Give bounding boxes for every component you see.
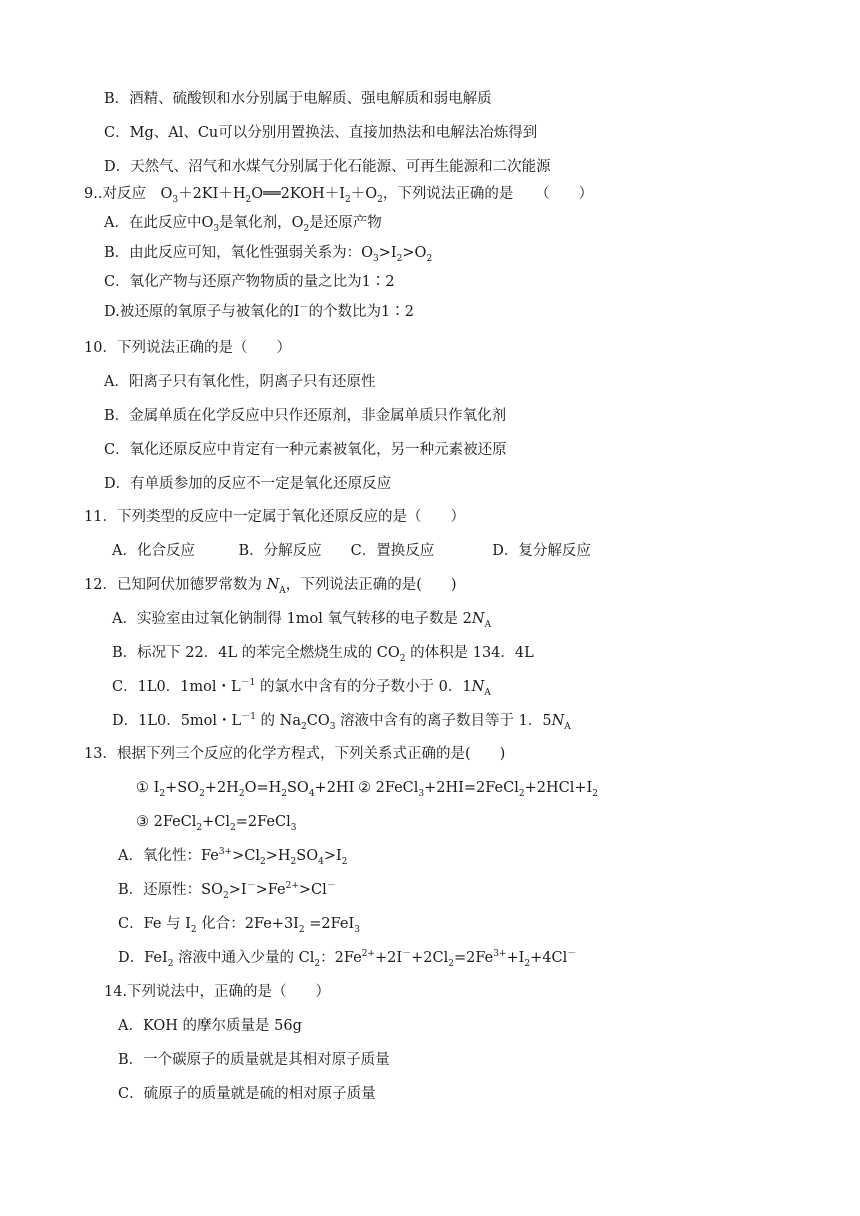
question-9-option-c: C．氧化产物与还原产物物质的量之比为1∶2 bbox=[104, 274, 395, 290]
question-14-option-c: C．硫原子的质量就是硫的相对原子质量 bbox=[118, 1086, 376, 1102]
question-10-stem: 10．下列说法正确的是（ ） bbox=[84, 340, 291, 356]
question-8-option-d: D．天然气、沼气和水煤气分别属于化石能源、可再生能源和二次能源 bbox=[104, 159, 551, 175]
question-14-option-a: A．KOH 的摩尔质量是 56g bbox=[118, 1018, 302, 1034]
question-9-option-b: B．由此反应可知，氧化性强弱关系为：$O_3>I_2>O_2$ bbox=[104, 245, 433, 264]
question-12-stem: 12．已知阿伏加德罗常数为 $N_A$，下列说法正确的是( ) bbox=[84, 577, 457, 596]
question-13-option-c: C．Fe 与 $I_2$ 化合：$2Fe+3I_2 =2FeI_3$ bbox=[118, 916, 360, 935]
question-13-option-a: A．氧化性：$Fe^{3+}>Cl_2>H_2SO_4>I_2$ bbox=[118, 847, 348, 867]
question-10-option-a: A．阳离子只有氧化性，阴离子只有还原性 bbox=[104, 374, 376, 390]
question-13-equation-3: ③ $2FeCl_2+Cl_2=2FeCl_3$ bbox=[136, 814, 297, 833]
question-10-option-d: D．有单质参加的反应不一定是氧化还原反应 bbox=[104, 476, 392, 492]
question-8-option-c: C．Mg、Al、Cu可以分别用置换法、直接加热法和电解法冶炼得到 bbox=[104, 125, 538, 141]
question-11-stem: 11．下列类型的反应中一定属于氧化还原反应的是（ ） bbox=[84, 509, 465, 525]
question-9-option-a: A．在此反应中$O_3$是氧化剂，$O_2$是还原产物 bbox=[104, 215, 382, 234]
question-8-option-b: B．酒精、硫酸钡和水分别属于电解质、强电解质和弱电解质 bbox=[104, 91, 492, 107]
question-9-option-d: D.被还原的氧原子与被氧化的I－的个数比为1∶2 bbox=[104, 303, 414, 320]
question-11-options: A．化合反应 B．分解反应 C．置换反应 D．复分解反应 bbox=[112, 543, 591, 559]
question-13-option-b: B．还原性：$SO_2>I^->Fe^{2+}>Cl^-$ bbox=[118, 881, 336, 901]
question-13-option-d: D．FeI$_2$ 溶液中通入少量的 $Cl_2$：$2Fe^{2+}+2I^-+2Cl_2=2Fe^{3+}+I_2+4Cl^-$ bbox=[118, 949, 577, 969]
question-12-option-b: B．标况下 22．4L 的苯完全燃烧生成的 $CO_2$ 的体积是 134．4L bbox=[112, 645, 534, 664]
question-13-stem: 13．根据下列三个反应的化学方程式，下列关系式正确的是( ) bbox=[84, 746, 506, 762]
question-12-option-a: A．实验室由过氧化钠制得 1mol 氧气转移的电子数是 $2N_A$ bbox=[112, 611, 492, 630]
question-12-option-d: D．1L0．5mol・$L^{-1}$ 的 $Na_2CO_3$ 溶液中含有的离子数目等于 1．$5N_A$ bbox=[112, 712, 571, 732]
question-14-option-b: B．一个碳原子的质量就是其相对原子质量 bbox=[118, 1052, 390, 1068]
question-10-option-c: C．氧化还原反应中肯定有一种元素被氧化，另一种元素被还原 bbox=[104, 442, 507, 458]
question-14-stem: 14.下列说法中，正确的是（ ） bbox=[104, 984, 331, 1000]
question-13-equation-2: ② $2FeCl_3+2HI=2FeCl_2+2HCl+I_2$ bbox=[358, 780, 598, 799]
question-10-option-b: B．金属单质在化学反应中只作还原剂，非金属单质只作氧化剂 bbox=[104, 408, 507, 424]
question-13-equation-1: ① $I_2+SO_2+2H_2O=H_2SO_4+2HI$ bbox=[136, 780, 355, 799]
question-9-stem: 9..对反应 $O_3+2KI+H_2O══2KOH+I_2+O_2$，下列说法正确的是 （ ） bbox=[84, 186, 594, 205]
question-12-option-c: C．1L0．1mol・$L^{-1}$ 的氯水中含有的分子数小于 0．$1N_A$ bbox=[112, 678, 491, 698]
